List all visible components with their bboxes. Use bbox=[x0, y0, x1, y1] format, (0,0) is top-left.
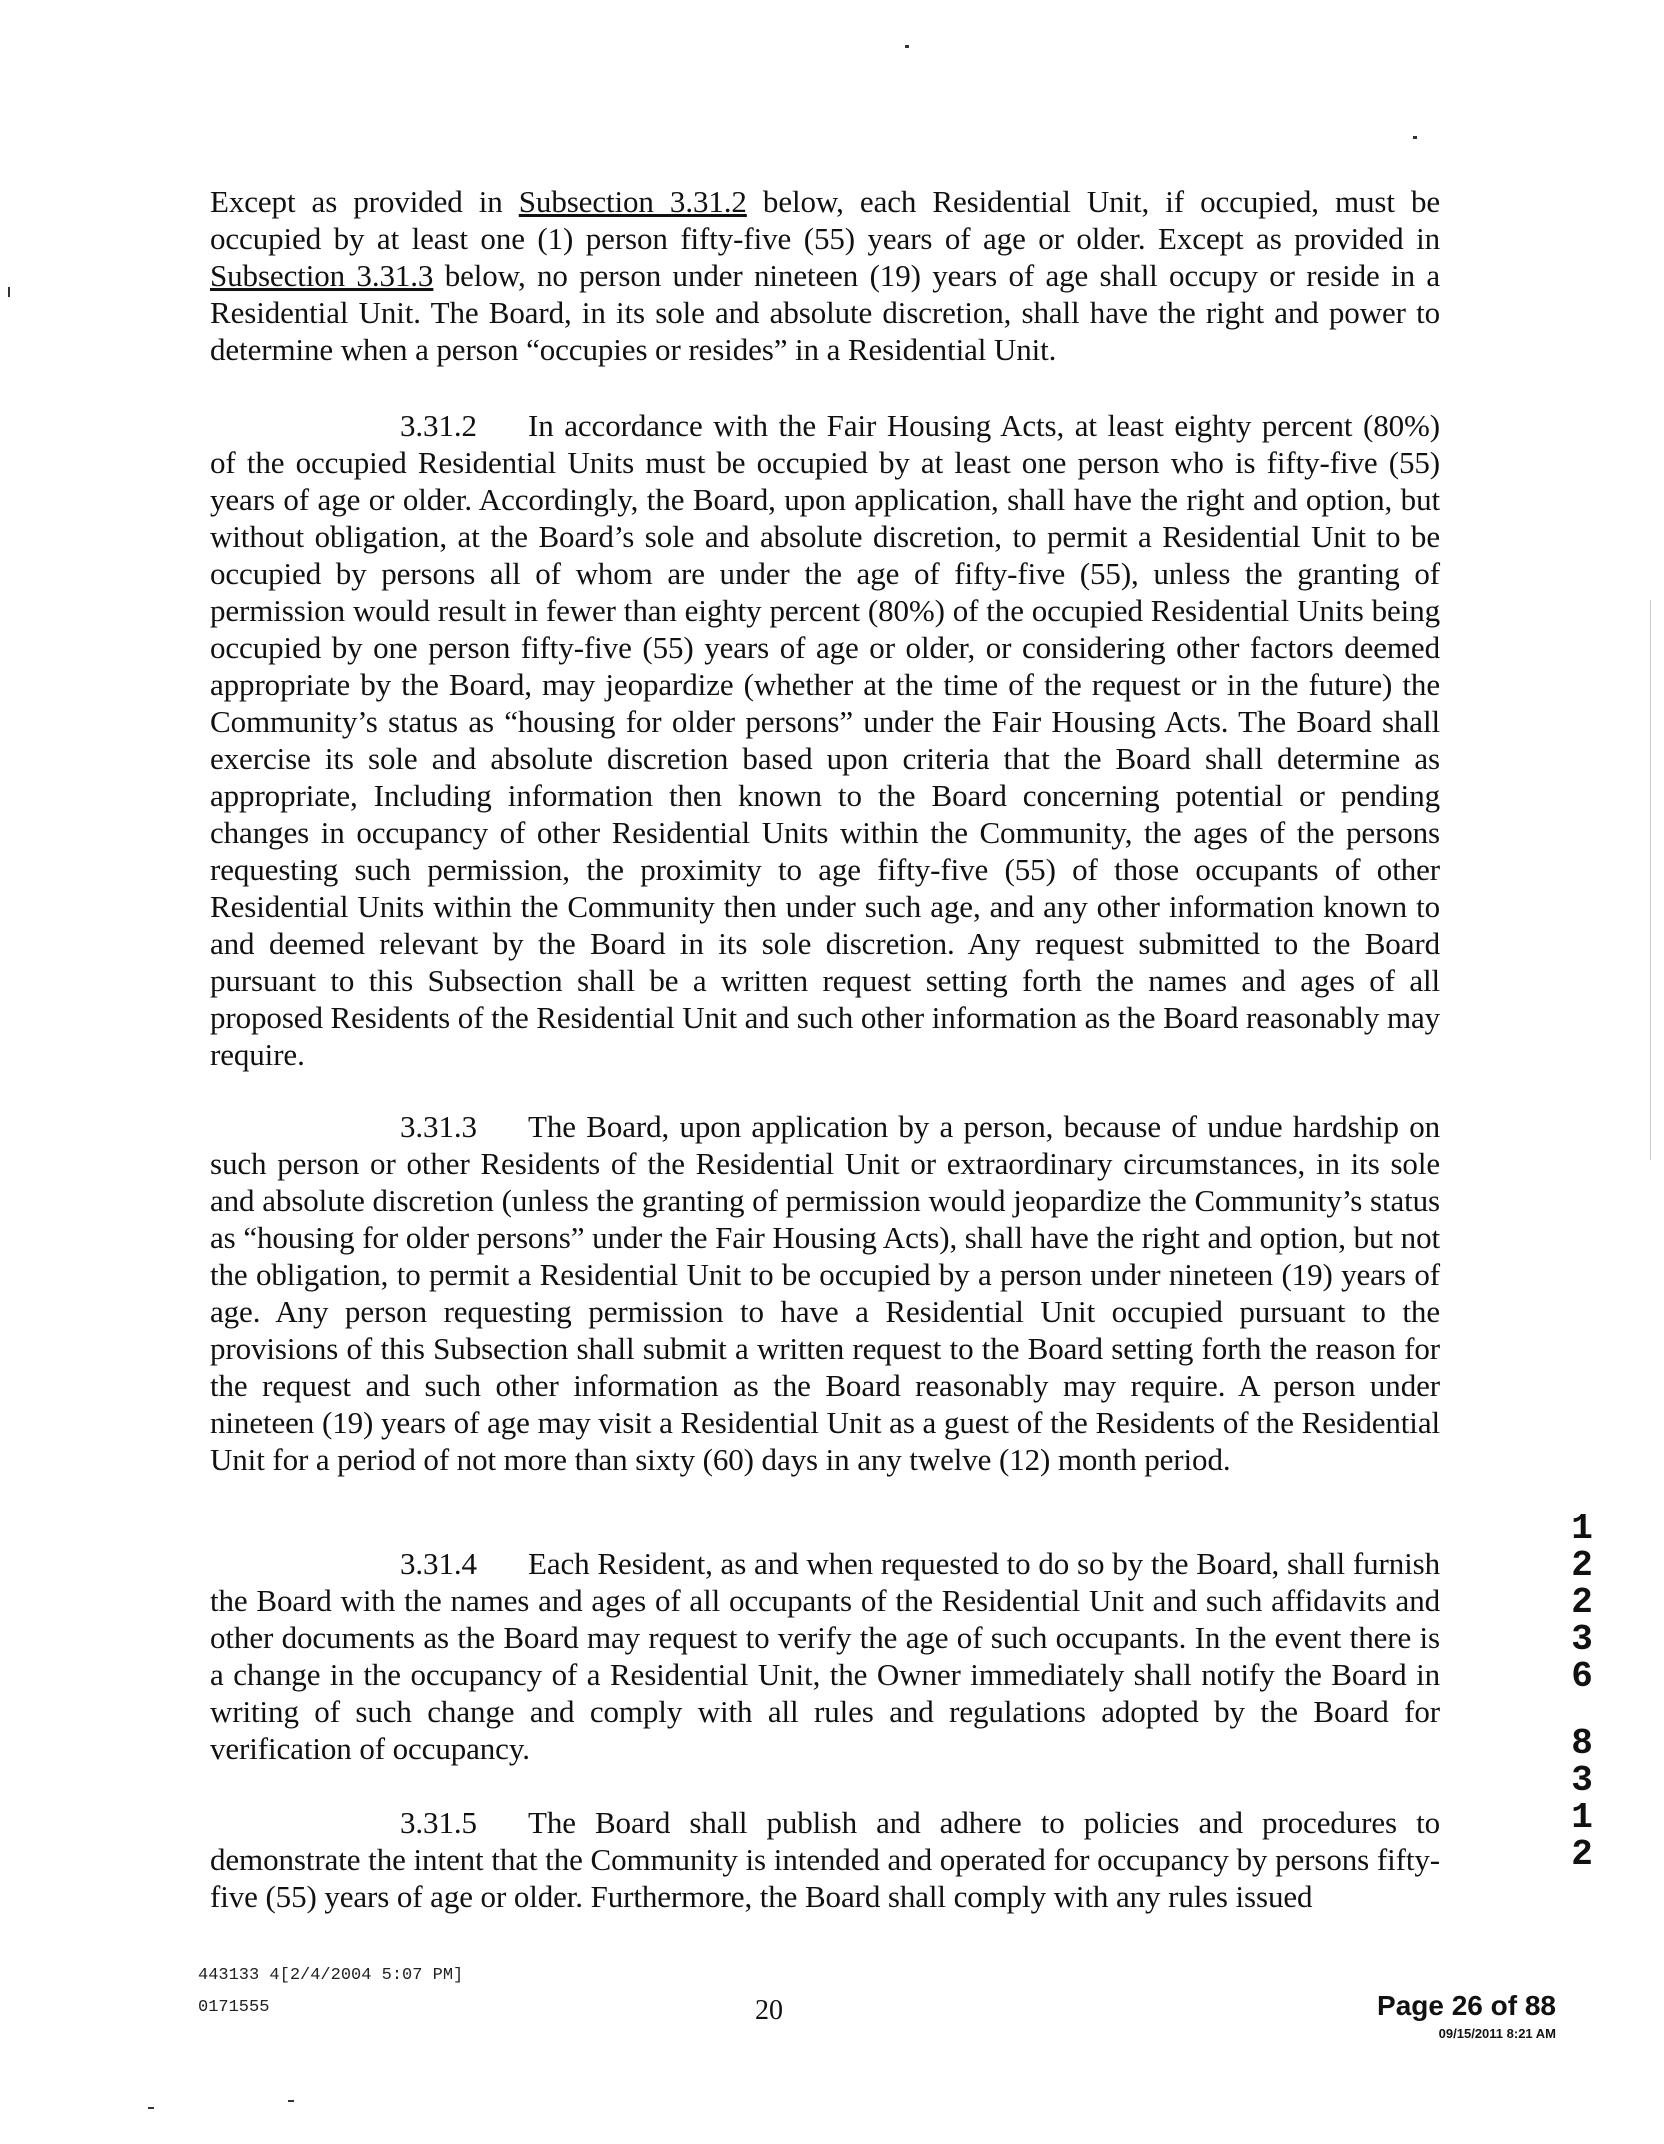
section-text: The Board, upon application by a person, because of undue hardship on such person or other Residents of the Residential Unit or extraordinary circumstances, in its sole and absolute discretion (unless the granting of permission would jeopardize the Community’s status as “housing for older persons” under the Fair Housing Acts), shall have the right and option, but not the obligation, to permit a Residential Unit to be occupied by a person under nineteen (19) years of age. Any person requesting permission to have a Residential Unit occupied pursuant to the provisions of this Subsection shall submit a written request to the Board setting forth the reason for the request and such other information as the Board reasonably may require. A person under nineteen (19) years of age may visit a Residential Unit as a guest of the Residents of the Residential Unit for a period of not more than sixty (60) days in any twelve (12) month period. bbox=[210, 1109, 1440, 1477]
section-number: 3.31.5 bbox=[400, 1805, 477, 1840]
stamp-digit: 1 bbox=[1571, 1797, 1593, 1838]
section-3-31-5 bbox=[210, 1804, 1440, 1915]
subsection-reference-3-31-3: Subsection 3.31.3 bbox=[210, 258, 434, 293]
margin-document-stamp bbox=[1560, 1510, 1604, 1873]
footer-doc-code: 443133 4[2/4/2004 5:07 PM] bbox=[198, 1966, 464, 1985]
stamp-digit: 3 bbox=[1571, 1619, 1593, 1660]
section-number: 3.31.3 bbox=[400, 1109, 477, 1144]
stamp-digit: 2 bbox=[1571, 1834, 1593, 1875]
intro-text-2: below, each Residential Unit, if occupied, must be occupied by at least one (1) person fifty-five (55) years of age or older. Except as provided in bbox=[210, 184, 1440, 256]
scan-artifact-line bbox=[1650, 600, 1651, 1160]
section-text: Each Resident, as and when requested to do so by the Board, shall furnish the Board with the names and ages of all occupants of the Residential Unit and such affidavits and other documents as the Board may request to verify the age of such occupants. In the event there is a change in the occupancy of a Residential Unit, the Owner immediately shall notify the Board in writing of such change and comply with all rules and regulations adopted by the Board for verification of occupancy. bbox=[210, 1546, 1440, 1766]
scan-speck bbox=[905, 45, 909, 48]
section-text: In accordance with the Fair Housing Acts, at least eighty percent (80%) of the occupied Residential Units must be occupied by at least one person who is fifty-five (55) years of age or older. Accordingly, the Board, upon application, shall have the right and option, but without obligation, at the Board’s sole and absolute discretion, to permit a Residential Unit to be occupied by persons all of whom are under the age of fifty-five (55), unless the granting of permission would result in fewer than eighty percent (80%) of the occupied Residential Units being occupied by one person fifty-five (55) years of age or older, or considering other factors deemed appropriate by the Board, may jeopardize (whether at the time of the request or in the future) the Community’s status as “housing for older persons” under the Fair Housing Acts. The Board shall exercise its sole and absolute discretion based upon criteria that the Board shall determine as appropriate, Including information then known to the Board concerning potential or pending changes in occupancy of other Residential Units within the Community, the ages of the persons requesting such permission, the proximity to age fifty-five (55) of those occupants of other Residential Units within the Community then under such age, and any other information known to and deemed relevant by the Board in its sole discretion. Any request submitted to the Board pursuant to this Subsection shall be a written request setting forth the names and ages of all proposed Residents of the Residential Unit and such other information as the Board reasonably may require. bbox=[210, 408, 1441, 1072]
stamp-digit: 2 bbox=[1571, 1545, 1593, 1586]
print-timestamp: 09/15/2011 8:21 AM bbox=[1438, 2026, 1556, 2041]
scan-speck bbox=[288, 2100, 294, 2102]
stamp-digit: 6 bbox=[1571, 1656, 1593, 1697]
scan-speck bbox=[148, 2107, 154, 2109]
subsection-reference-3-31-2: Subsection 3.31.2 bbox=[518, 184, 747, 219]
scan-speck bbox=[8, 287, 10, 297]
scan-speck bbox=[1413, 136, 1417, 139]
section-3-31-4 bbox=[210, 1545, 1440, 1767]
paragraph-intro bbox=[210, 183, 1440, 368]
intro-text-1: Except as provided in bbox=[210, 184, 519, 219]
section-number: 3.31.2 bbox=[400, 408, 477, 443]
page-count-label: Page 26 of 88 bbox=[1377, 1990, 1556, 2021]
footer-doc-number: 0171555 bbox=[198, 1998, 270, 2017]
stamp-digit: 1 bbox=[1571, 1508, 1593, 1549]
stamp-digit: 3 bbox=[1571, 1760, 1593, 1801]
section-3-31-2 bbox=[210, 407, 1440, 1073]
stamp-digit: 8 bbox=[1571, 1723, 1593, 1764]
section-3-31-3 bbox=[210, 1108, 1440, 1478]
section-text: The Board shall publish and adhere to policies and procedures to demonstrate the intent that the Community is intended and operated for occupancy by persons fifty-five (55) years of age or older. Furthermore, the Board shall comply with any rules issued bbox=[210, 1805, 1440, 1914]
page-number: 20 bbox=[755, 1995, 783, 2026]
stamp-digit: 2 bbox=[1571, 1582, 1593, 1623]
intro-text-3: below, no person under nineteen (19) years of age shall occupy or reside in a Residential Unit. The Board, in its sole and absolute discretion, shall have the right and power to determine when a person “occupies or resides” in a Residential Unit. bbox=[210, 258, 1440, 367]
section-number: 3.31.4 bbox=[400, 1546, 477, 1581]
